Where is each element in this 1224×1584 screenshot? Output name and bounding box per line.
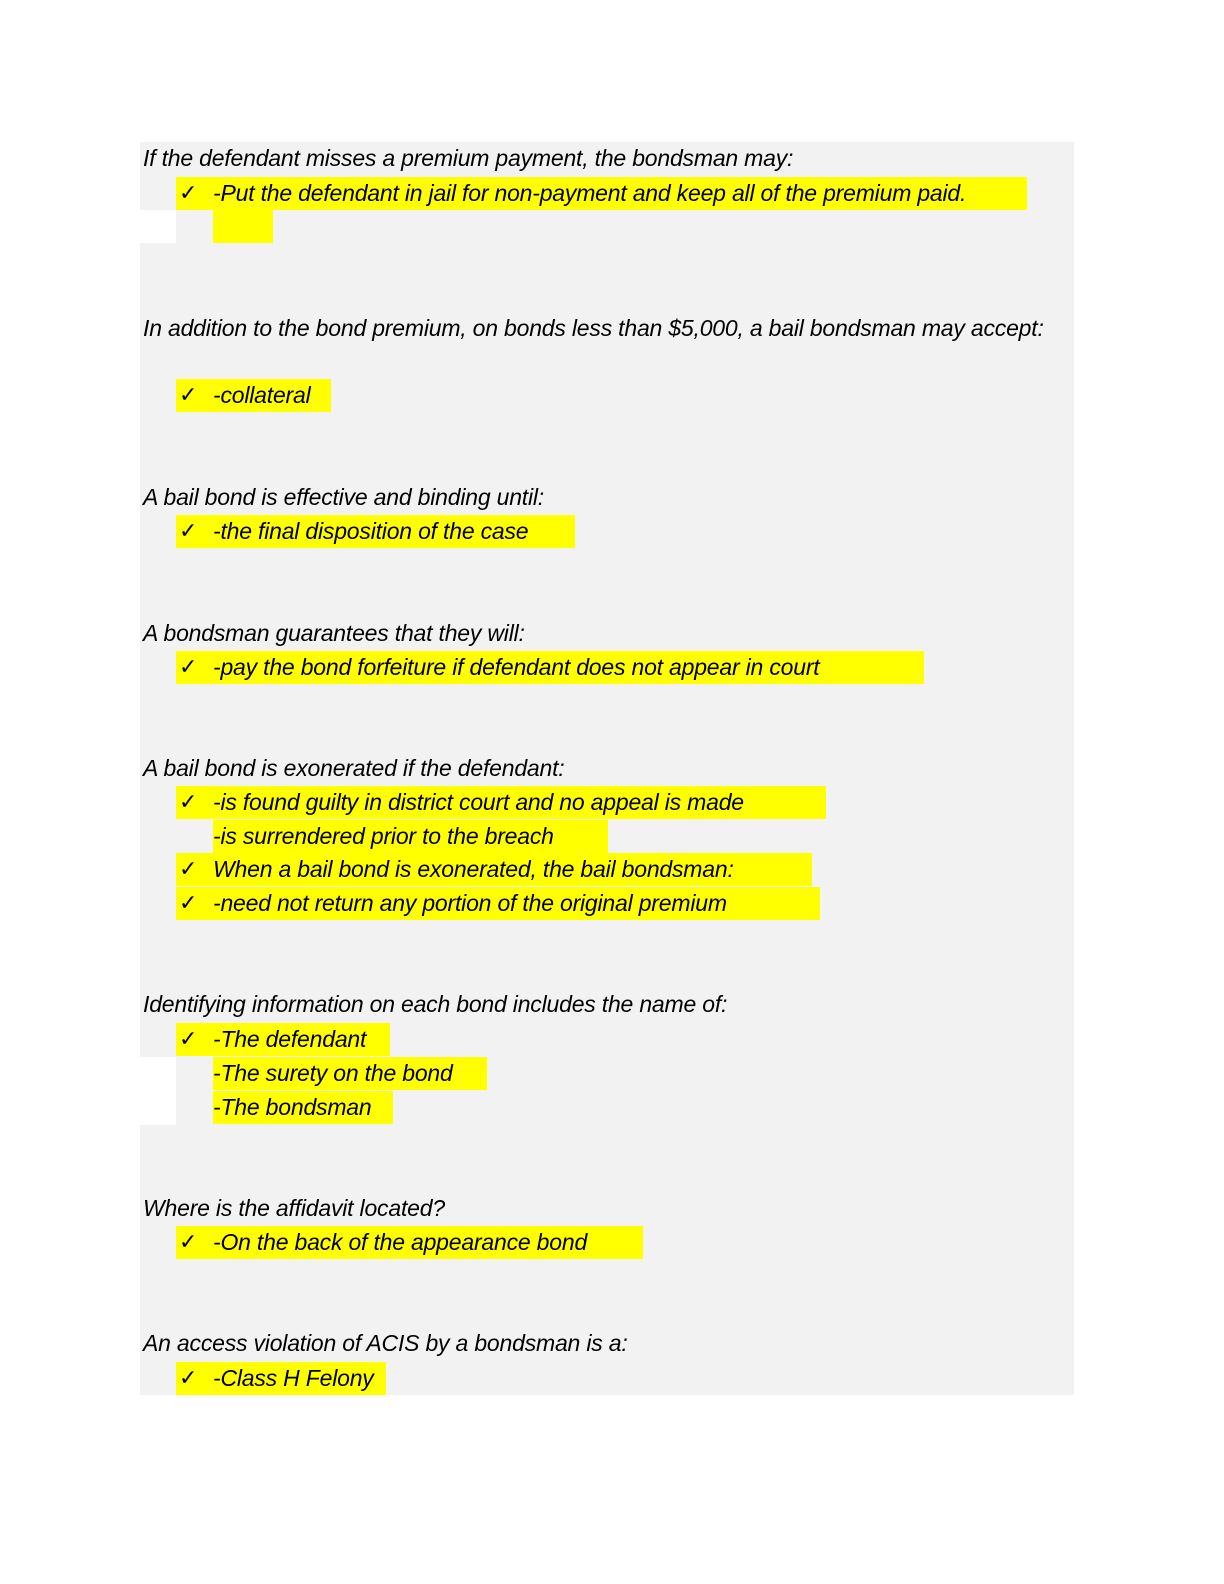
answer-7-1: -On the back of the appearance bond — [213, 1229, 588, 1255]
question-6: Identifying information on each bond includes the name of: — [143, 991, 728, 1017]
check-mark-icon: ✓ — [179, 180, 198, 205]
question-4: A bondsman guarantees that they will: — [143, 620, 525, 646]
answer-1-1: -Put the defendant in jail for non-payment and keep all of the premium paid. — [213, 180, 967, 206]
check-mark-icon: ✓ — [179, 1229, 198, 1254]
answer-8-1: -Class H Felony — [213, 1365, 374, 1391]
answer-2-1: -collateral — [213, 382, 311, 408]
check-mark-icon: ✓ — [179, 890, 198, 915]
check-mark-icon: ✓ — [179, 1365, 198, 1390]
answer-highlight — [213, 210, 273, 243]
answer-3-1: -the final disposition of the case — [213, 518, 529, 544]
check-mark-icon: ✓ — [179, 1026, 198, 1051]
answer-6-3: -The bondsman — [213, 1094, 372, 1120]
answer-5-3: When a bail bond is exonerated, the bail bondsman: — [213, 856, 734, 882]
question-1: If the defendant misses a premium payment, the bondsman may: — [143, 145, 794, 171]
question-7: Where is the affidavit located? — [143, 1195, 445, 1221]
check-mark-icon: ✓ — [179, 654, 198, 679]
answer-5-4: -need not return any portion of the original premium — [213, 890, 727, 916]
answer-5-2: -is surrendered prior to the breach — [213, 823, 554, 849]
answer-6-2: -The surety on the bond — [213, 1060, 453, 1086]
answer-4-1: -pay the bond forfeiture if defendant does not appear in court — [213, 654, 820, 680]
check-mark-icon: ✓ — [179, 789, 198, 814]
question-3: A bail bond is effective and binding until: — [143, 484, 544, 510]
question-8: An access violation of ACIS by a bondsman is a: — [143, 1330, 628, 1356]
panel-notch — [140, 210, 176, 243]
panel-notch — [140, 1057, 176, 1125]
check-mark-icon: ✓ — [179, 856, 198, 881]
check-mark-icon: ✓ — [179, 518, 198, 543]
check-mark-icon: ✓ — [179, 382, 198, 407]
question-2: In addition to the bond premium, on bonds less than $5,000, a bail bondsman may accept: — [143, 315, 1044, 341]
answer-6-1: -The defendant — [213, 1026, 367, 1052]
answer-5-1: -is found guilty in district court and no appeal is made — [213, 789, 744, 815]
question-5: A bail bond is exonerated if the defendant: — [143, 755, 565, 781]
